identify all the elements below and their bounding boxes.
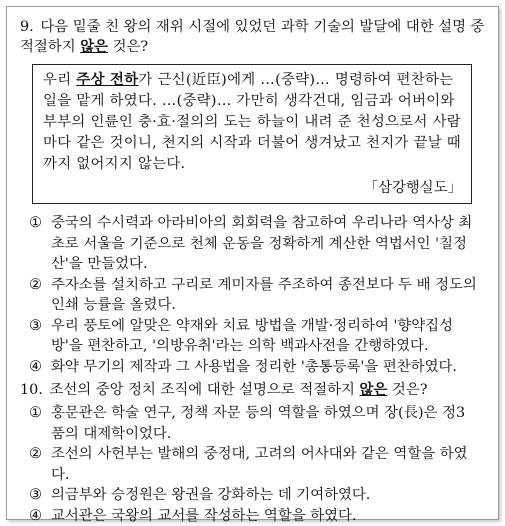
option-text: 교서관은 국왕의 교서를 작성하는 역할을 하였다. [51,507,357,524]
option-1[interactable] [29,403,479,444]
option-3[interactable] [29,485,479,506]
option-mark: ④ [29,507,42,524]
option-mark: ③ [29,317,42,334]
option-text: 중국의 수시력과 아라비아의 회회력을 참고하여 우리나라 역사상 최초로 서울을 기준으로 천체 운동을 정확하게 계산한 역법서인 '칠정산'을 만들었다. [51,215,473,272]
option-mark: ③ [29,487,42,503]
option-mark: ① [29,405,42,421]
passage-text [43,69,463,175]
option-4[interactable] [29,506,479,526]
question-10 [20,380,485,400]
question-10-options [29,403,479,526]
stem-text-end: 것은? [387,382,428,398]
option-4[interactable] [29,357,479,378]
option-2[interactable] [29,275,479,316]
stem-text: 조선의 중앙 정치 조직에 대한 설명으로 적절하지 [49,382,360,398]
option-text: 홍문관은 학술 연구, 정책 자문 등의 역할을 하였으며 장(長)은 정3품의 대제학이었다. [51,405,466,442]
stem-emphasis: 않은 [80,38,108,55]
option-3[interactable] [29,316,479,357]
stem-text: 다음 밑줄 친 왕의 재위 시절에 있었던 과학 기술의 발달에 대한 설명 중 적절하지 [20,19,485,55]
option-text: 화약 무기의 제작과 그 사용법을 정리한 '총통등록'을 편찬하였다. [51,358,457,375]
question-number: 10. [20,382,43,398]
question-9 [20,17,485,57]
option-mark: ① [29,215,42,231]
source-passage-box [32,64,472,204]
exam-page [6,6,499,524]
option-mark: ② [29,446,42,462]
passage-pre: 우리 [43,72,77,88]
option-2[interactable] [29,444,479,485]
option-mark: ④ [29,358,42,375]
stem-text-end: 것은? [108,39,149,55]
question-9-options [29,213,479,377]
option-1[interactable] [29,213,479,275]
passage-source: 「삼강행실도」 [363,180,462,196]
option-text: 주자소를 설치하고 구리로 계미자를 주조하여 종전보다 두 배 정도의 인쇄 능률을 올렸다. [51,276,477,313]
passage-king-underlined: 주상 전하 [76,71,139,88]
question-10-stem [20,380,485,400]
question-number: 9. [20,19,34,35]
passage-body: 가 근신(近臣)에게 …(중략)… 명령하여 편찬하는 일을 맡게 하였다. …(중략)… 가만히 생각건대, 임금과 어버이와 부부의 인륜인 충·효·절의의 도는 하늘이 내려 준 천성으로서 사람마다 같은 것이니, 천지의 시작과 더불어 생겨났고 천지가 끝날 때까지 없어지지 않는다. [43,72,461,172]
option-text: 조선의 사헌부는 발해의 중정대, 고려의 어사대와 같은 역할을 하였다. [51,446,468,483]
question-9-stem [20,17,485,57]
option-text: 의금부와 승정원은 왕권을 강화하는 데 기여하였다. [51,487,371,503]
option-text: 우리 풍토에 알맞은 약재와 치료 방법을 개발·정리하여 '향약집성방'을 편찬하고, '의방유취'라는 의학 백과사전을 간행하였다. [51,317,453,354]
option-mark: ② [29,276,42,293]
stem-emphasis: 않은 [359,381,388,398]
